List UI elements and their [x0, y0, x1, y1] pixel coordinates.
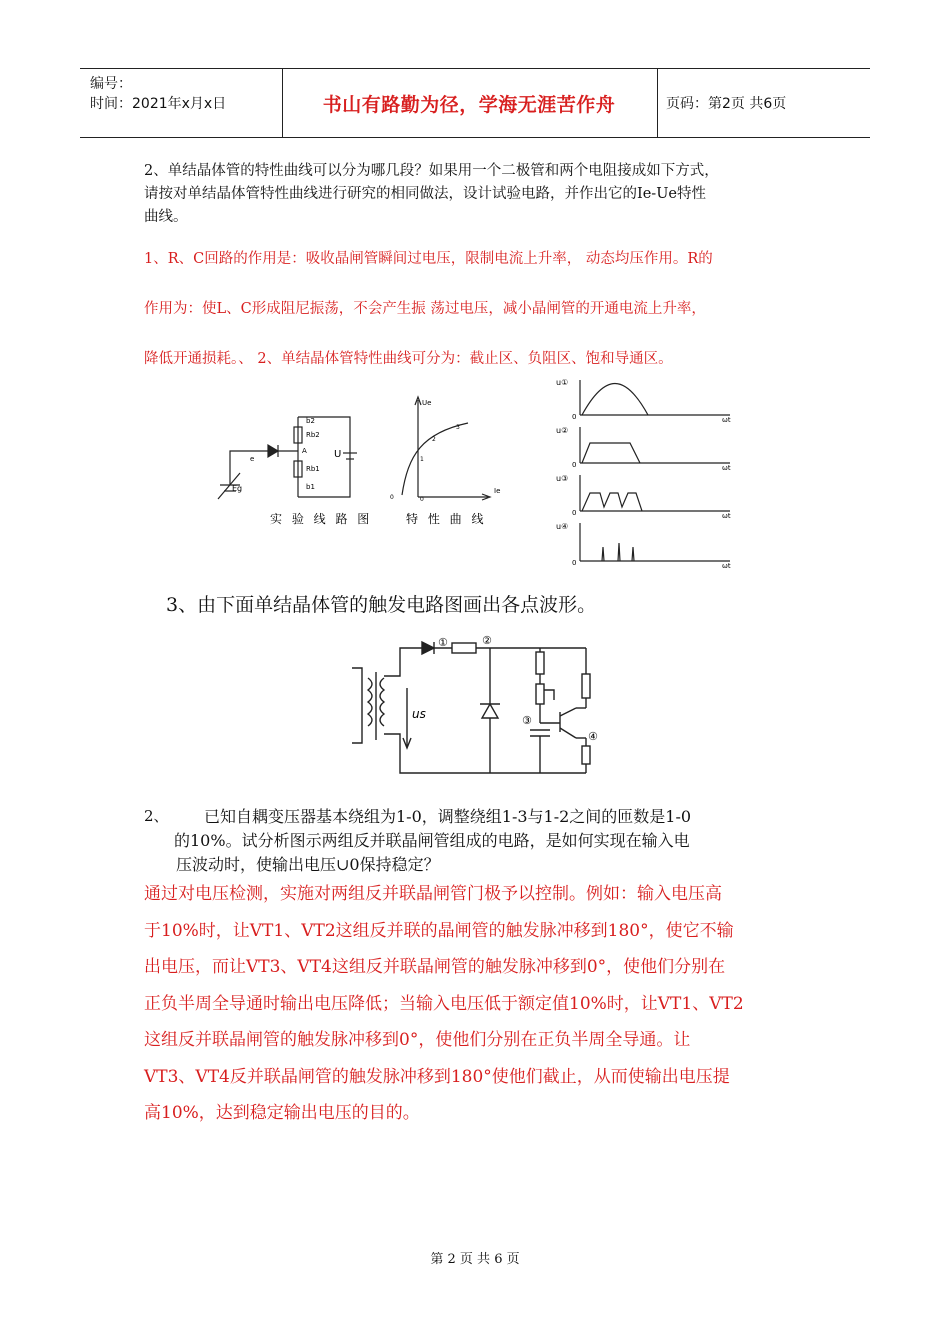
- curve-label-2: 2: [432, 436, 436, 443]
- wave-origin-label: 0: [572, 559, 577, 567]
- waveform-group: [580, 380, 730, 561]
- wave-axis-label: ωt: [722, 562, 731, 570]
- circuit-caption: 实 验 线 路 图: [270, 512, 373, 526]
- circuit-label-eg: Eg: [232, 484, 243, 493]
- circuit-point-4: ④: [588, 730, 598, 743]
- answer-line: 于10%时，让VT1、VT2这组反并联的晶闸管的触发脉冲移到180°，使它不输: [144, 920, 734, 941]
- circuit-label-u: U: [334, 449, 342, 460]
- answer-line: 1、R、C回路的作用是：吸收晶闸管瞬间过电压，限制电流上升率， 动态均压作用。R的: [144, 251, 713, 267]
- characteristic-curve: [402, 397, 490, 500]
- curve-label-1: 1: [420, 456, 424, 463]
- figure-ujt-experiment: [210, 375, 740, 575]
- curve-label-zero: 0: [420, 496, 424, 503]
- curve-label-ue: Ue: [422, 399, 432, 407]
- header-meta: [80, 69, 280, 137]
- trigger-circuit: [352, 642, 590, 773]
- answer-line: 降低开通损耗。、 2、单结晶体管特性曲线可分为：截止区、负阻区、饱和导通区。: [144, 351, 673, 367]
- circuit-label-us: us: [412, 707, 426, 721]
- question-line: 已知自耦变压器基本绕组为1-0，调整绕组1-3与1-2之间的匝数是1-0: [204, 807, 692, 826]
- answer-line: 这组反并联晶闸管的触发脉冲移到0°，使他们分别在正负半周全导通。让: [144, 1030, 691, 1050]
- date-label: 时间：2021年x月x日: [90, 96, 227, 112]
- wave-axis-label: ωt: [722, 464, 731, 472]
- circuit-label-a: A: [302, 447, 307, 455]
- answer-line: 通过对电压检测，实施对两组反并联晶闸管门极予以控制。例如：输入电压高: [144, 884, 722, 904]
- circuit-label-rb2: Rb2: [306, 431, 320, 439]
- wave-label-u4: u④: [556, 522, 569, 531]
- wave-origin-label: 0: [572, 461, 577, 469]
- circuit-label-b2: b2: [306, 417, 315, 425]
- circuit-label-rb1: Rb1: [306, 465, 320, 473]
- wave-axis-label: ωt: [722, 416, 731, 424]
- circuit-point-3: ③: [522, 714, 532, 727]
- header-motto: 书山有路勤为径，学海无涯苦作舟: [322, 93, 616, 116]
- curve-label-origin: 0: [390, 494, 394, 501]
- wave-origin-label: 0: [572, 413, 577, 421]
- answer-line: 高10%，达到稳定输出电压的目的。: [144, 1103, 420, 1123]
- question-line: 曲线。: [144, 209, 188, 225]
- circuit-label-b1: b1: [306, 483, 315, 491]
- question-2: [144, 160, 719, 229]
- answer-line: 出电压，而让VT3、VT4这组反并联晶闸管的触发脉冲移到0°，使他们分别在: [144, 957, 726, 977]
- wave-label-u1: u①: [556, 378, 569, 387]
- question-line: 2、单结晶体管的特性曲线可以分为哪几段？如果用一个二极管和两个电阻接成如下方式，: [144, 163, 719, 179]
- curve-caption: 特 性 曲 线: [406, 512, 487, 526]
- curve-label-3: 3: [456, 424, 460, 431]
- question-line: 压波动时，使输出电压∪0保持稳定？: [176, 855, 440, 874]
- number-label: 编号：: [90, 76, 132, 92]
- wave-axis-label: ωt: [722, 512, 731, 520]
- answer-line: 作用为：使L、C形成阻尼振荡，不会产生振 荡过电压，减小晶闸管的开通电流上升率，: [144, 301, 706, 317]
- question-4: [174, 805, 691, 877]
- answer-2: [144, 876, 744, 1132]
- question-3-title: 3、由下面单结晶体管的触发电路图画出各点波形。: [166, 594, 597, 616]
- circuit-point-1: ①: [438, 636, 448, 649]
- answer-line: 正负半周全导通时输出电压降低；当输入电压低于额定值10%时，让VT1、VT2: [144, 993, 744, 1014]
- question-4-number: 2、: [144, 807, 169, 825]
- wave-label-u3: u③: [556, 474, 569, 483]
- page-header: [80, 68, 870, 138]
- curve-label-ie: Ie: [494, 487, 501, 495]
- circuit-point-2: ②: [482, 634, 492, 647]
- header-page-number: 页码：第2页 共6页: [666, 96, 787, 112]
- question-line: 的10%。试分析图示两组反并联晶闸管组成的电路，是如何实现在输入电: [174, 831, 690, 850]
- answer-line: VT3、VT4反并联晶闸管的触发脉冲移到180°使他们截止，从而使输出电压提: [144, 1066, 730, 1087]
- page-footer: 第 2 页 共 6 页: [430, 1252, 520, 1267]
- wave-origin-label: 0: [572, 509, 577, 517]
- circuit-label-e: e: [250, 455, 255, 463]
- question-line: 请按对单结晶体管特性曲线进行研究的相同做法，设计试验电路，并作出它的Ie-Ue特性: [144, 186, 707, 202]
- wave-label-u2: u②: [556, 426, 569, 435]
- answer-1: [144, 234, 713, 384]
- figure-ujt-trigger-circuit: [340, 628, 610, 788]
